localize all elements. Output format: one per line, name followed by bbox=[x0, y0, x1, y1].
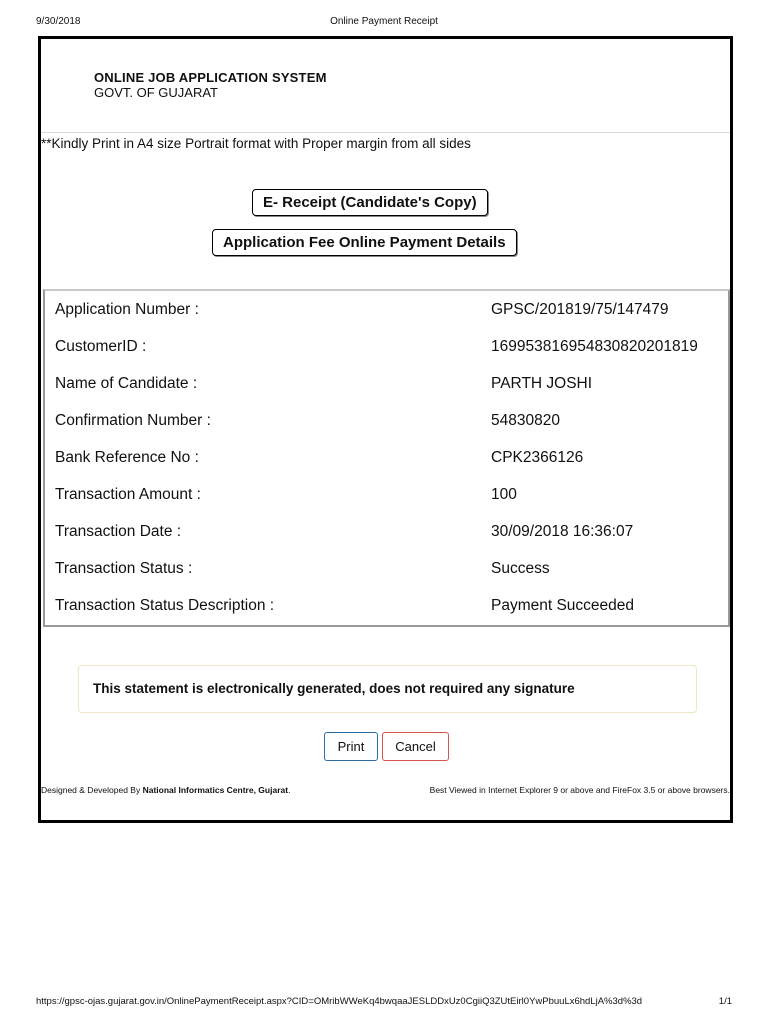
detail-label: Transaction Status Description : bbox=[55, 597, 275, 614]
detail-value: Success bbox=[491, 560, 550, 577]
credit-organization: National Informatics Centre, Gujarat bbox=[142, 785, 289, 795]
header-divider bbox=[41, 132, 730, 133]
detail-row-customer-id bbox=[45, 328, 728, 365]
print-title: Online Payment Receipt bbox=[330, 16, 438, 27]
detail-value: 100 bbox=[491, 486, 517, 503]
print-button[interactable]: Print bbox=[324, 732, 378, 761]
detail-value: PARTH JOSHI bbox=[491, 375, 593, 392]
detail-row-transaction-date bbox=[45, 513, 728, 550]
credit-prefix: Designed & Developed By bbox=[41, 785, 143, 795]
detail-row-status-description bbox=[45, 587, 728, 624]
detail-value: 30/09/2018 16:36:07 bbox=[491, 523, 634, 540]
detail-label: Application Number : bbox=[55, 301, 199, 318]
detail-value: 54830820 bbox=[491, 412, 560, 429]
developer-credit bbox=[41, 785, 290, 795]
print-date: 9/30/2018 bbox=[36, 16, 81, 27]
detail-row-transaction-status bbox=[45, 550, 728, 587]
detail-row-bank-reference bbox=[45, 439, 728, 476]
cancel-button[interactable]: Cancel bbox=[382, 732, 449, 761]
credit-suffix: . bbox=[288, 785, 291, 795]
detail-label: Transaction Amount : bbox=[55, 486, 201, 503]
notice-text: This statement is electronically generated, does not required any signature bbox=[93, 681, 575, 696]
electronic-statement-notice bbox=[78, 665, 697, 713]
detail-label: Transaction Status : bbox=[55, 560, 193, 577]
detail-value: CPK2366126 bbox=[491, 449, 584, 466]
government-name: GOVT. OF GUJARAT bbox=[94, 85, 218, 100]
detail-label: Transaction Date : bbox=[55, 523, 182, 540]
receipt-title: E- Receipt (Candidate's Copy) bbox=[252, 189, 488, 216]
detail-label: Bank Reference No : bbox=[55, 449, 199, 466]
detail-label: Confirmation Number : bbox=[55, 412, 211, 429]
page-url: https://gpsc-ojas.gujarat.gov.in/OnlinePaymentReceipt.aspx?CID=OMribWWeKq4bwqaaJESLDDxUz0CgiiQ3ZUtEirl0YwPbuuLx6hdLjA%3d%3d bbox=[36, 996, 643, 1007]
detail-label: Name of Candidate : bbox=[55, 375, 198, 392]
detail-value: GPSC/201819/75/147479 bbox=[491, 301, 669, 318]
payment-details-table bbox=[43, 289, 730, 627]
print-header bbox=[0, 16, 768, 30]
page-number: 1/1 bbox=[718, 996, 732, 1007]
detail-row-application-number bbox=[45, 291, 728, 328]
payment-details-title: Application Fee Online Payment Details bbox=[212, 229, 517, 256]
browser-recommendation: Best Viewed in Internet Explorer 9 or above and FireFox 3.5 or above browsers. bbox=[429, 785, 730, 795]
detail-row-confirmation-number bbox=[45, 402, 728, 439]
org-header bbox=[94, 70, 327, 100]
receipt-frame bbox=[38, 36, 733, 823]
detail-label: CustomerID : bbox=[55, 338, 147, 355]
print-instruction: **Kindly Print in A4 size Portrait format with Proper margin from all sides bbox=[41, 136, 471, 151]
detail-value: Payment Succeeded bbox=[491, 597, 635, 614]
detail-row-transaction-amount bbox=[45, 476, 728, 513]
system-title: ONLINE JOB APPLICATION SYSTEM bbox=[94, 70, 327, 85]
detail-row-candidate-name bbox=[45, 365, 728, 402]
detail-value: 16995381695483082020181​9 bbox=[491, 338, 698, 355]
